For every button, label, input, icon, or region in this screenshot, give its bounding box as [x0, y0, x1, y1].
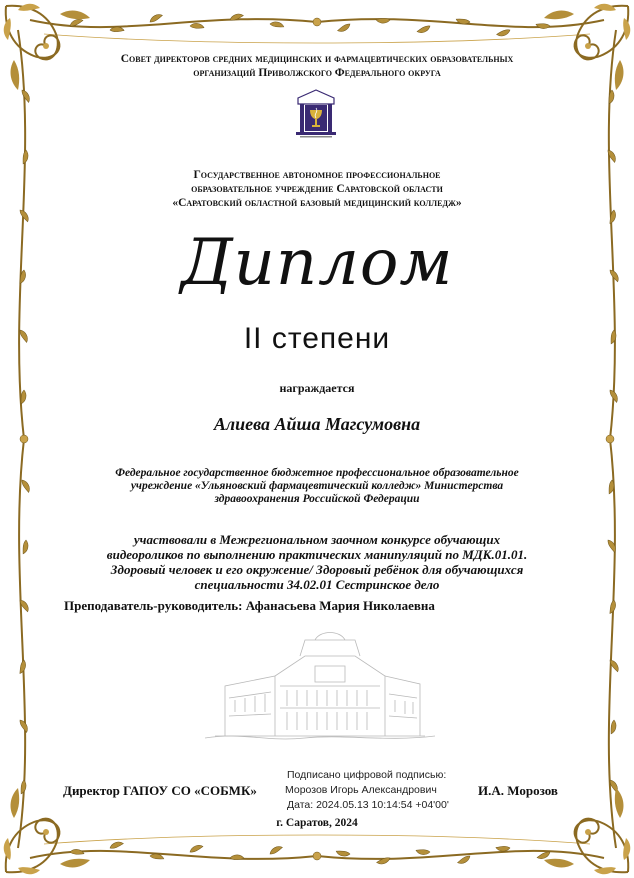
digital-signature-date: Дата: 2024.05.13 10:14:54 +04'00'	[287, 799, 449, 811]
director-name: И.А. Морозов	[478, 783, 558, 798]
teacher-line: Преподаватель-руководитель: Афанасьева Мария Николаевна	[64, 598, 435, 613]
council-line-2: организаций Приволжского Федерального округа	[193, 67, 441, 79]
college-emblem-icon	[294, 88, 338, 140]
organization-line-1: Федеральное государственное бюджетное профессиональное образовательное	[115, 467, 519, 479]
awarded-label: награждается	[279, 381, 355, 395]
college-header	[0, 168, 634, 210]
college-line-2: образовательное учреждение Саратовской области	[191, 183, 443, 195]
digital-signature-header: Подписано цифровой подписью:	[287, 769, 447, 781]
diploma-title: Диплом	[180, 226, 454, 300]
degree-label: II степени	[243, 322, 391, 355]
organization-line-3: здравоохранения Российской Федерации	[214, 493, 420, 505]
organization-line-2: учреждение «Ульяновский фармацевтический колледж» Министерства	[130, 480, 504, 492]
organization-block	[0, 467, 634, 506]
participation-line-2: видеороликов по выполнению практических манипуляций по МДК.01.01.	[106, 547, 528, 562]
city-year: г. Саратов, 2024	[276, 817, 358, 829]
participation-line-3: Здоровый человек и его окружение/ Здоровый ребёнок для обучающихся	[110, 562, 524, 577]
participation-block	[0, 532, 634, 592]
council-header	[0, 52, 634, 80]
council-line-1: Совет директоров средних медицинских и фармацевтических образовательных	[120, 53, 514, 65]
director-label: Директор ГАПОУ СО «СОБМК»	[63, 783, 257, 798]
participation-line-1: участвовали в Межрегиональном заочном конкурсе обучающих	[133, 532, 501, 547]
college-building-drawing	[205, 626, 435, 746]
participation-line-4: специальности 34.02.01 Сестринское дело	[194, 577, 440, 592]
digital-signature-name: Морозов Игорь Александрович	[285, 784, 437, 796]
digital-signature-stamp	[287, 768, 449, 813]
recipient-name: Алиева Айша Магсумовна	[213, 414, 421, 434]
college-line-3: «Саратовский областной базовый медицинский колледж»	[172, 197, 462, 209]
college-line-1: Государственное автономное профессиональное	[193, 169, 441, 181]
